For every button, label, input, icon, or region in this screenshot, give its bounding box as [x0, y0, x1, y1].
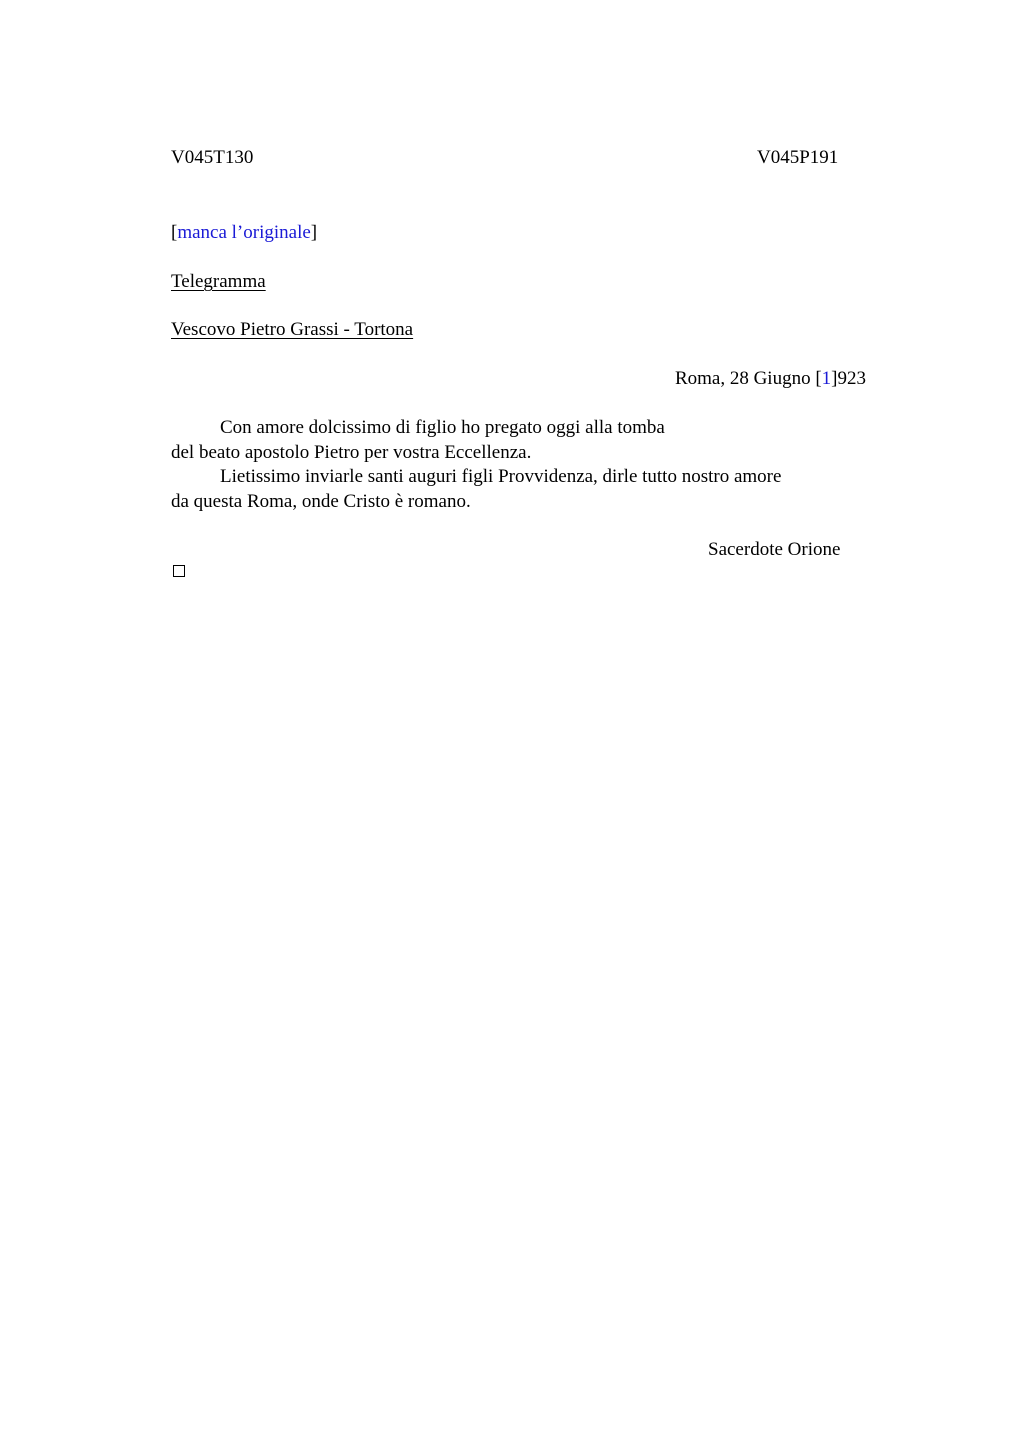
body-line-3: Lietissimo inviarle santi auguri figli Provvidenza, dirle tutto nostro amore [220, 466, 782, 487]
footnote-link[interactable]: 1 [821, 368, 832, 389]
recipient-line: Vescovo Pietro Grassi - Tortona [171, 319, 414, 340]
dateline-suffix: ]923 [831, 368, 866, 389]
telegram-body [171, 416, 871, 514]
document-reference-left: V045T130 [171, 147, 254, 168]
document-type-heading: Telegramma [171, 271, 266, 292]
editorial-note [171, 221, 317, 245]
body-line-2: del beato apostolo Pietro per vostra Eccellenza. [171, 441, 532, 463]
body-line-1: Con amore dolcissimo di figlio ho pregato oggi alla tomba [220, 417, 665, 438]
body-line-4: da questa Roma, onde Cristo è romano. [171, 490, 471, 512]
note-link[interactable]: manca l’originale [177, 222, 311, 243]
signature: Sacerdote Orione [708, 539, 841, 560]
page-reference-right: V045P191 [757, 147, 839, 168]
note-open-bracket: [ [171, 222, 178, 243]
note-close-bracket: ] [310, 222, 318, 243]
dateline-prefix: Roma, 28 Giugno [ [674, 368, 822, 389]
end-of-document-box-icon [173, 565, 185, 577]
dateline [675, 367, 866, 391]
